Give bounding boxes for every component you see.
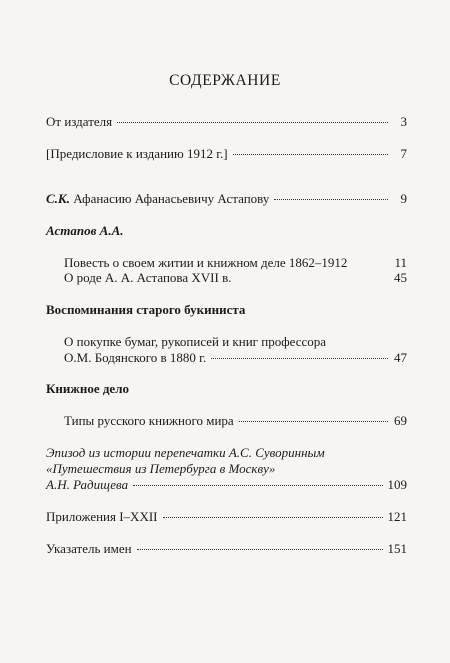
toc-entry-publisher[interactable]	[46, 114, 407, 130]
toc-entry-line: О покупке бумаг, рукописей и книг профессора	[64, 334, 327, 349]
entry-title: О роде А. А. Астапова XVII в.	[64, 270, 232, 285]
toc-entry-index[interactable]	[46, 541, 407, 557]
section-heading-bookbusiness: Книжное дело	[46, 381, 129, 396]
page-number: 121	[387, 509, 407, 524]
toc-entry-radishchev[interactable]	[46, 477, 407, 493]
entry-title: Повесть о своем житии и книжном деле 1862–1912	[64, 255, 348, 270]
entry-title: От издателя	[46, 114, 113, 129]
page-number: 11	[394, 255, 407, 270]
toc-entry-lineage[interactable]	[64, 270, 407, 286]
entry-text: Афанасию Афанасьевичу Астапову	[73, 191, 270, 206]
toc-entry-story[interactable]	[64, 255, 407, 271]
page-title: СОДЕРЖАНИЕ	[169, 72, 281, 89]
page-number: 7	[400, 146, 407, 161]
page-number: 9	[400, 191, 407, 206]
page-number: 45	[394, 270, 407, 285]
page-number: 151	[387, 541, 407, 556]
page-number: 109	[387, 477, 407, 492]
section-heading-astapov: Астапов А.А.	[46, 223, 124, 238]
section-heading-memoirs: Воспоминания старого букиниста	[46, 302, 246, 317]
toc-entry-appendices[interactable]	[46, 509, 407, 525]
page-number: 3	[400, 114, 407, 129]
dot-leader	[137, 549, 383, 550]
toc-entry-preface[interactable]	[46, 146, 407, 162]
entry-title: [Предисловие к изданию 1912 г.]	[46, 146, 228, 161]
dot-leader	[211, 358, 388, 359]
entry-title: Указатель имен	[46, 541, 132, 556]
entry-title: Приложения I–XXII	[46, 509, 158, 524]
dot-leader	[117, 122, 388, 123]
toc-entry-types[interactable]	[64, 413, 407, 429]
entry-title: Типы русского книжного мира	[64, 413, 234, 428]
dot-leader	[133, 485, 382, 486]
dot-leader	[233, 154, 388, 155]
entry-title: А.Н. Радищева	[46, 477, 129, 492]
toc-entry-bodyansky[interactable]	[64, 350, 407, 366]
entry-title: О.М. Бодянского в 1880 г.	[64, 350, 207, 365]
entry-title	[46, 191, 269, 207]
dot-leader	[239, 421, 388, 422]
toc-entry-line: «Путешествия из Петербурга в Москву»	[46, 461, 276, 476]
page-number: 47	[394, 350, 407, 365]
page-number: 69	[394, 413, 407, 428]
dot-leader	[163, 517, 383, 518]
toc-entry-dedication[interactable]	[46, 191, 407, 207]
dot-leader	[274, 199, 388, 200]
entry-author: С.К.	[46, 191, 70, 206]
toc-entry-line: Эпизод из истории перепечатки А.С. Суворинным	[46, 445, 325, 460]
